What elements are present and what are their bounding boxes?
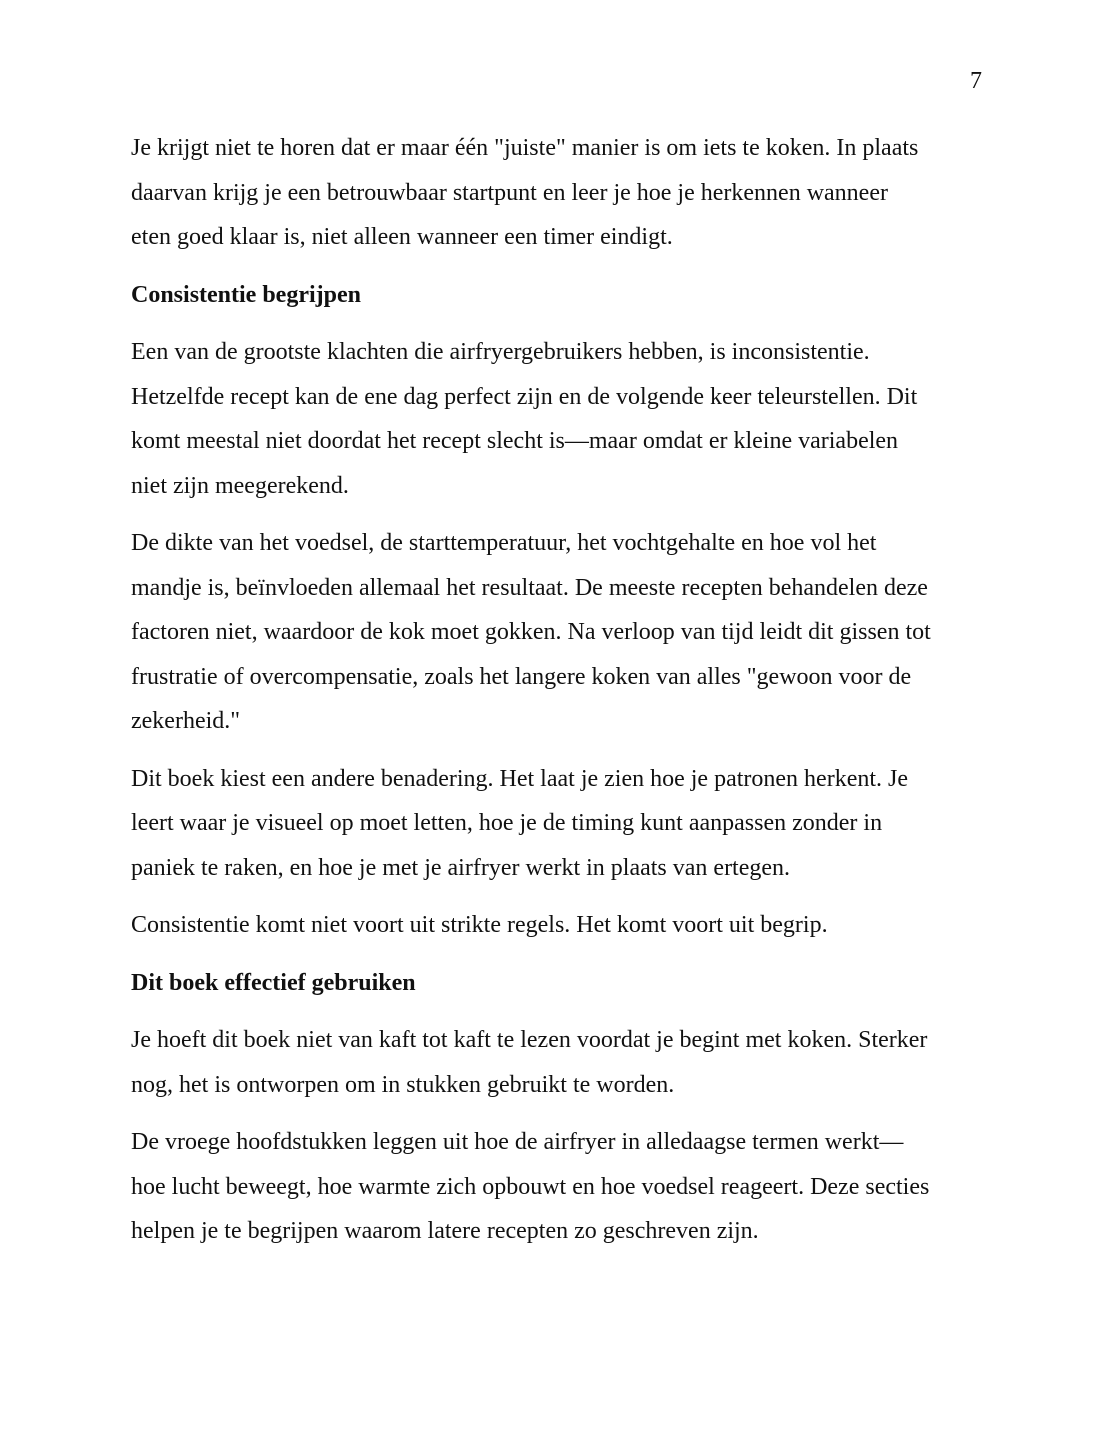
paragraph-line: helpen je te begrijpen waarom latere recepten zo geschreven zijn. [131,1218,759,1244]
paragraph-line: daarvan krijg je een betrouwbaar startpunt en leer je hoe je herkennen wanneer [131,179,888,206]
page-content [131,126,991,1267]
paragraph-line: Een van de grootste klachten die airfryergebruikers hebben, is inconsistentie. [131,339,870,365]
paragraph-line: mandje is, beïnvloeden allemaal het resultaat. De meeste recepten behandelen deze [131,574,928,601]
paragraph [131,757,991,891]
section-heading-boek-gebruiken: Dit boek effectief gebruiken [131,969,416,996]
paragraph-line: Je krijgt niet te horen dat er maar één "juiste" manier is om iets te koken. In plaats [131,135,919,161]
paragraph-line: De vroege hoofdstukken leggen uit hoe de airfryer in alledaagse termen werkt— [131,1129,904,1155]
paragraph-line: Dit boek kiest een andere benadering. Het laat je zien hoe je patronen herkent. Je [131,765,908,792]
paragraph-line: leert waar je visueel op moet letten, hoe je de timing kunt aanpassen zonder in [131,810,883,836]
paragraph [131,1120,991,1254]
paragraph-line: Consistentie komt niet voort uit strikte regels. Het komt voort uit begrip. [131,912,828,938]
paragraph-line: hoe lucht beweegt, hoe warmte zich opbouwt en hoe voedsel reageert. Deze secties [131,1173,930,1200]
paragraph-line: Hetzelfde recept kan de ene dag perfect zijn en de volgende keer teleurstellen. Dit [131,383,918,410]
paragraph [131,330,991,508]
paragraph [131,126,991,260]
paragraph [131,903,991,948]
paragraph-line: Je hoeft dit boek niet van kaft tot kaft te lezen voordat je begint met koken. Sterker [131,1027,928,1053]
paragraph [131,1018,991,1107]
page-number: 7 [970,68,982,94]
paragraph-line: frustratie of overcompensatie, zoals het langere koken van alles "gewoon voor de [131,663,912,690]
paragraph-line: De dikte van het voedsel, de starttemperatuur, het vochtgehalte en hoe vol het [131,530,877,556]
paragraph-line: komt meestal niet doordat het recept slecht is—maar omdat er kleine variabelen [131,428,899,454]
section-heading-consistentie: Consistentie begrijpen [131,281,361,308]
paragraph [131,521,991,744]
paragraph-line: paniek te raken, en hoe je met je airfryer werkt in plaats van ertegen. [131,854,791,881]
paragraph-line: eten goed klaar is, niet alleen wanneer een timer eindigt. [131,224,673,250]
paragraph-line: factoren niet, waardoor de kok moet gokken. Na verloop van tijd leidt dit gissen tot [131,619,931,645]
paragraph-line: zekerheid." [131,708,241,734]
paragraph-line: niet zijn meegerekend. [131,472,349,499]
paragraph-line: nog, het is ontworpen om in stukken gebruikt te worden. [131,1071,675,1098]
